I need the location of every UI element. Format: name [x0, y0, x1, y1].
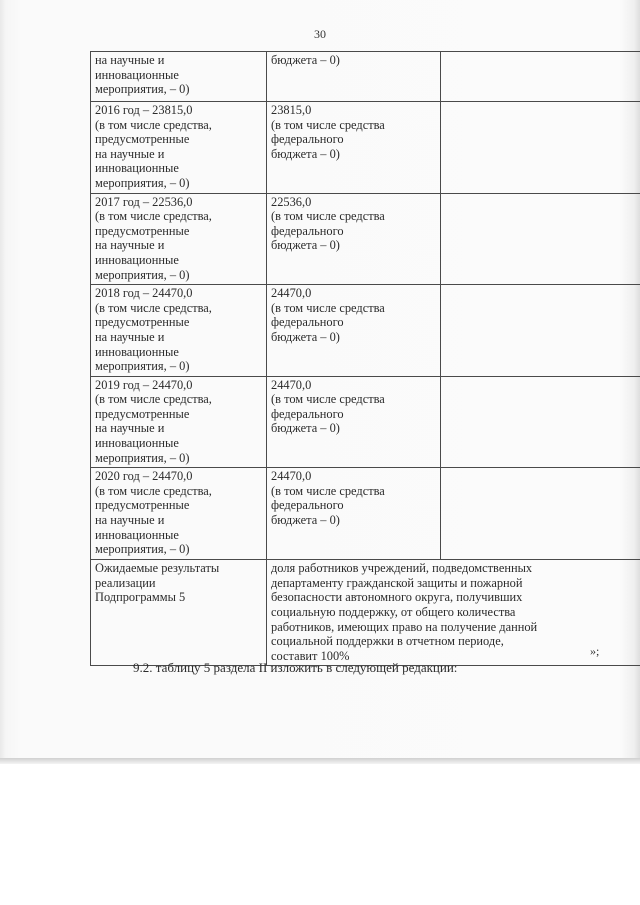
- cell-line: предусмотренные: [95, 132, 190, 147]
- cell-line: федерального: [271, 132, 344, 147]
- cell-line: инновационные: [95, 252, 179, 267]
- cell-line: федерального: [271, 498, 344, 513]
- cell-line: (в том числе средства,: [95, 392, 212, 407]
- row-amount-cell: [267, 376, 441, 468]
- table-row: [91, 468, 640, 560]
- cell-line: составит 100%: [271, 648, 350, 663]
- table-row: [91, 52, 640, 102]
- cell-line: инновационные: [95, 344, 179, 359]
- row-empty-cell: [441, 52, 640, 102]
- cell-line: доля работников учреждений, подведомственных: [271, 561, 533, 576]
- cell-line: на научные и: [95, 53, 165, 67]
- amendment-paragraph: 9.2. таблицу 5 раздела II изложить в следующей редакции:: [133, 660, 458, 675]
- cell-line: 2020 год – 24470,0: [95, 469, 193, 484]
- cell-line: инновационные: [95, 67, 179, 82]
- cell-line: (в том числе средства,: [95, 117, 212, 132]
- cell-line: 24470,0: [271, 286, 312, 301]
- row-period-cell: [91, 285, 267, 377]
- cell-line: мероприятия, – 0): [95, 82, 190, 97]
- cell-line: 2017 год – 22536,0: [95, 194, 193, 209]
- row-amount-cell: [267, 193, 441, 285]
- cell-line: на научные и: [95, 329, 165, 344]
- funding-table: [90, 51, 640, 666]
- cell-line: социальной поддержки в отчетном периоде,: [271, 634, 504, 649]
- cell-line: инновационные: [95, 161, 179, 176]
- cell-line: бюджета – 0): [271, 329, 340, 344]
- row-amount-cell: [267, 102, 441, 194]
- cell-line: мероприятия, – 0): [95, 359, 190, 374]
- cell-line: мероприятия, – 0): [95, 175, 190, 190]
- cell-line: 2019 год – 24470,0: [95, 377, 193, 392]
- cell-line: (в том числе средства,: [95, 300, 212, 315]
- cell-line: бюджета – 0): [271, 53, 340, 67]
- row-period-cell: [91, 193, 267, 285]
- cell-line: работников, имеющих право на получение данной: [271, 619, 538, 634]
- cell-line: (в том числе средства: [271, 392, 385, 407]
- cell-line: 22536,0: [271, 194, 312, 209]
- cell-line: предусмотренные: [95, 498, 190, 513]
- results-row: [91, 560, 640, 666]
- cell-line: предусмотренные: [95, 406, 190, 421]
- row-empty-cell: [441, 285, 640, 377]
- cell-line: мероприятия, – 0): [95, 542, 190, 557]
- cell-line: 2016 год – 23815,0: [95, 103, 193, 117]
- cell-line: (в том числе средства,: [95, 483, 212, 498]
- cell-line: на научные и: [95, 513, 165, 528]
- cell-line: безопасности автономного округа, получивших: [271, 590, 523, 605]
- cell-line: бюджета – 0): [271, 513, 340, 528]
- row-empty-cell: [441, 376, 640, 468]
- cell-line: 23815,0: [271, 103, 312, 117]
- cell-line: Подпрограммы 5: [95, 590, 186, 605]
- cell-line: бюджета – 0): [271, 421, 340, 436]
- cell-line: 24470,0: [271, 377, 312, 392]
- row-empty-cell: [441, 193, 640, 285]
- cell-line: реализации: [95, 575, 156, 590]
- table-row: [91, 102, 640, 194]
- row-amount-cell: [267, 468, 441, 560]
- cell-line: (в том числе средства: [271, 209, 385, 224]
- cell-line: на научные и: [95, 421, 165, 436]
- row-amount-cell: [267, 285, 441, 377]
- cell-line: предусмотренные: [95, 315, 190, 330]
- cell-line: 2018 год – 24470,0: [95, 286, 193, 301]
- cell-line: на научные и: [95, 238, 165, 253]
- closing-quote: »;: [590, 644, 600, 658]
- cell-line: бюджета – 0): [271, 146, 340, 161]
- cell-line: мероприятия, – 0): [95, 267, 190, 282]
- cell-line: социальную поддержку, от общего количества: [271, 605, 516, 620]
- row-empty-cell: [441, 102, 640, 194]
- row-period-cell: [91, 102, 267, 194]
- cell-line: Ожидаемые результаты: [95, 561, 220, 576]
- row-period-cell: [91, 376, 267, 468]
- cell-line: предусмотренные: [95, 223, 190, 238]
- scan-edge-shadow: [0, 758, 640, 764]
- results-text-cell: [267, 560, 640, 666]
- cell-line: (в том числе средства: [271, 117, 385, 132]
- cell-line: (в том числе средства: [271, 300, 385, 315]
- table-row: [91, 193, 640, 285]
- cell-line: федерального: [271, 223, 344, 238]
- cell-line: (в том числе средства: [271, 483, 385, 498]
- table-row: [91, 376, 640, 468]
- table-row: [91, 285, 640, 377]
- page-number: 30: [314, 27, 326, 41]
- cell-line: мероприятия, – 0): [95, 450, 190, 465]
- cell-line: инновационные: [95, 436, 179, 451]
- cell-line: бюджета – 0): [271, 238, 340, 253]
- row-empty-cell: [441, 468, 640, 560]
- results-label-cell: [91, 560, 267, 666]
- cell-line: инновационные: [95, 527, 179, 542]
- cell-line: федерального: [271, 406, 344, 421]
- row-amount-cell: [267, 52, 441, 102]
- cell-line: 24470,0: [271, 469, 312, 484]
- row-period-cell: [91, 52, 267, 102]
- cell-line: на научные и: [95, 146, 165, 161]
- cell-line: федерального: [271, 315, 344, 330]
- row-period-cell: [91, 468, 267, 560]
- cell-line: департаменту гражданской защиты и пожарной: [271, 575, 523, 590]
- cell-line: (в том числе средства,: [95, 209, 212, 224]
